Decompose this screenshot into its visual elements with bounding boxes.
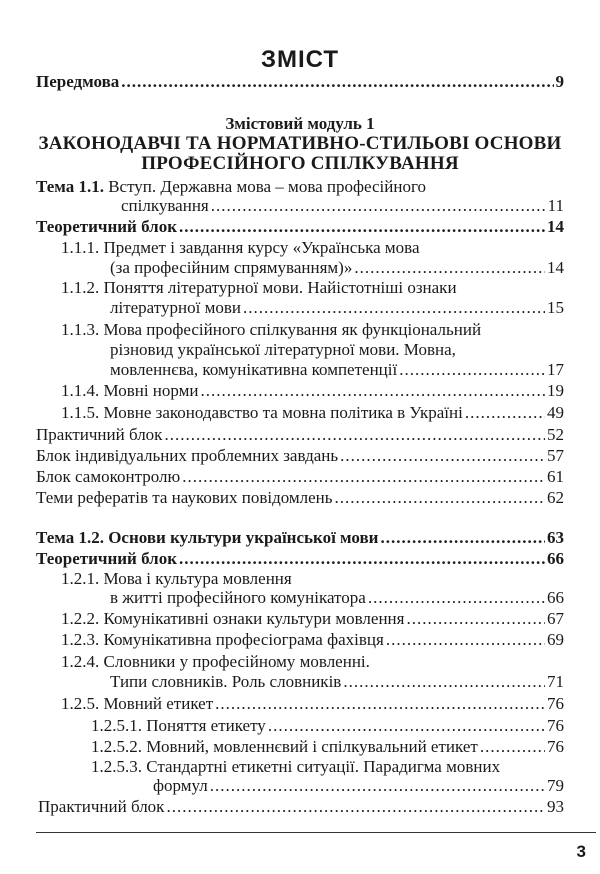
dot-leader <box>182 467 545 487</box>
toc-entry-theory-block-2[interactable] <box>36 549 564 569</box>
topic-title-line1: Вступ. Державна мова – мова професійного <box>103 177 427 196</box>
dot-leader <box>386 630 545 650</box>
footer-divider <box>36 832 596 833</box>
page-number: 3 <box>576 842 586 861</box>
dot-leader <box>406 609 545 629</box>
toc-entry-1-1-4[interactable] <box>61 381 564 401</box>
toc-entry-individual-tasks[interactable] <box>36 446 564 466</box>
toc-entry-1-2-5-3-line1: 1.2.5.3. Стандартні етикетні ситуації. Парадигма мовних <box>91 757 501 776</box>
dot-leader <box>465 403 545 423</box>
module-title-line2: ПРОФЕСІЙНОГО СПІЛКУВАННЯ <box>141 153 459 174</box>
dot-leader <box>243 298 545 318</box>
toc-page-number: 14 <box>547 258 564 277</box>
toc-entry-practice-block[interactable] <box>36 425 564 445</box>
dot-leader <box>399 360 545 380</box>
toc-page-number: 71 <box>547 672 564 691</box>
topic-title-line2: спілкування <box>121 196 209 215</box>
toc-entry-label: Блок індивідуальних проблемних завдань <box>36 446 339 465</box>
dot-leader <box>268 716 545 736</box>
toc-page-number: 93 <box>547 797 564 816</box>
dot-leader <box>480 737 545 757</box>
module-label: Змістовий модуль 1 <box>225 114 375 133</box>
toc-page-number: 19 <box>547 381 564 400</box>
toc-entry-label: (за професійним спрямуванням)» <box>110 258 353 277</box>
toc-entry-1-2-2[interactable] <box>61 609 564 629</box>
toc-entry-label: 1.2.3. Комунікативна професіограма фахівця <box>61 630 384 649</box>
toc-page-number: 52 <box>547 425 564 444</box>
dot-leader <box>121 72 553 92</box>
toc-entry-1-1-3-line2: різновид української літературної мови. Мовна, <box>110 340 456 359</box>
module-title-line1: ЗАКОНОДАВЧІ ТА НОРМАТИВНО-СТИЛЬОВІ ОСНОВИ <box>38 133 562 154</box>
toc-entry-1-2-5[interactable] <box>61 694 564 714</box>
page-title: ЗМІСТ <box>260 46 340 73</box>
toc-entry-reports[interactable] <box>36 488 564 508</box>
dot-leader <box>335 488 545 508</box>
toc-entry-label: 1.2.5.2. Мовний, мовленнєвий і спілкувальний етикет <box>91 737 478 756</box>
dot-leader <box>164 425 545 445</box>
toc-page-number: 9 <box>555 72 564 91</box>
dot-leader <box>343 672 545 692</box>
dot-leader <box>368 588 545 608</box>
toc-entry-1-1-3-line1: 1.1.3. Мова професійного спілкування як функціональний <box>61 320 482 339</box>
toc-entry-label: 1.1.5. Мовне законодавство та мовна політика в Україні <box>61 403 463 422</box>
toc-entry-label: Блок самоконтролю <box>36 467 181 486</box>
toc-entry-label: 1.2.5. Мовний етикет <box>61 694 214 713</box>
toc-entry-label: 1.1.4. Мовні норми <box>61 381 199 400</box>
dot-leader <box>166 797 545 817</box>
toc-entry-1-1-2[interactable] <box>110 298 564 318</box>
toc-entry-label: Практичний блок <box>36 425 163 444</box>
toc-page-number: 66 <box>547 588 564 607</box>
toc-entry-label: формул <box>153 776 208 795</box>
toc-entry-label: 1.2.5.1. Поняття етикету <box>91 716 266 735</box>
dot-leader <box>201 381 546 401</box>
toc-entry-1-2-5-2[interactable] <box>91 737 564 757</box>
toc-entry-1-2-4[interactable] <box>110 672 564 692</box>
toc-entry-1-1-5[interactable] <box>61 403 564 423</box>
toc-entry-1-2-4-line1: 1.2.4. Словники у професійному мовленні. <box>61 652 370 671</box>
toc-page-number: 76 <box>547 716 564 735</box>
toc-page-number: 61 <box>547 467 564 486</box>
toc-entry-1-1-3[interactable] <box>110 360 564 380</box>
toc-entry-1-2-5-3[interactable] <box>153 776 564 796</box>
dot-leader <box>210 776 545 796</box>
toc-entry-topic-1-1[interactable] <box>121 196 564 216</box>
toc-entry-self-control[interactable] <box>36 467 564 487</box>
toc-page-number: 11 <box>547 196 564 215</box>
toc-entry-label: мовленнєва, комунікативна компетенції <box>110 360 398 379</box>
toc-page-number: 17 <box>547 360 564 379</box>
toc-page-number: 67 <box>547 609 564 628</box>
toc-entry-1-1-1-line1: 1.1.1. Предмет і завдання курсу «Українська мова <box>61 238 420 257</box>
toc-entry-practice-block-2[interactable] <box>38 797 564 817</box>
toc-entry-label: в житті професійного комунікатора <box>110 588 366 607</box>
toc-entry-label: Типи словників. Роль словників <box>110 672 342 691</box>
dot-leader <box>179 549 545 569</box>
toc-entry-preface[interactable] <box>36 72 564 92</box>
dot-leader <box>211 196 546 216</box>
dot-leader <box>179 217 545 237</box>
dot-leader <box>215 694 545 714</box>
toc-page-number: 79 <box>547 776 564 795</box>
toc-entry-label: 1.2.2. Комунікативні ознаки культури мовлення <box>61 609 405 628</box>
toc-entry-1-2-1-line1: 1.2.1. Мова і культура мовлення <box>61 569 292 588</box>
toc-entry-label: Передмова <box>36 72 120 91</box>
dot-leader <box>380 528 545 548</box>
toc-entry-label: Теми рефератів та наукових повідомлень <box>36 488 333 507</box>
dot-leader <box>354 258 545 278</box>
toc-entry-1-2-1[interactable] <box>110 588 564 608</box>
toc-entry-1-2-5-1[interactable] <box>91 716 564 736</box>
topic-1-1-heading <box>36 177 426 197</box>
toc-page-number: 49 <box>547 403 564 422</box>
toc-page-number: 57 <box>547 446 564 465</box>
toc-entry-label: літературної мови <box>110 298 241 317</box>
toc-entry-1-1-1[interactable] <box>110 258 564 278</box>
toc-page-number: 62 <box>547 488 564 507</box>
toc-page-number: 63 <box>547 528 564 547</box>
toc-entry-label: Практичний блок <box>38 797 165 816</box>
toc-entry-theory-block[interactable] <box>36 217 564 237</box>
toc-page-number: 69 <box>547 630 564 649</box>
toc-entry-label: Теоретичний блок <box>36 217 178 236</box>
toc-page-number: 76 <box>547 737 564 756</box>
toc-page-number: 66 <box>547 549 564 568</box>
toc-entry-label: Тема 1.2. Основи культури української мови <box>36 528 379 547</box>
toc-page-number: 76 <box>547 694 564 713</box>
toc-entry-1-1-2-line1: 1.1.2. Поняття літературної мови. Найістотніші ознаки <box>61 278 457 297</box>
dot-leader <box>340 446 545 466</box>
toc-page-number: 14 <box>547 217 564 236</box>
toc-entry-topic-1-2[interactable] <box>36 528 564 548</box>
toc-entry-1-2-3[interactable] <box>61 630 564 650</box>
topic-prefix: Тема 1.1. <box>36 177 104 196</box>
toc-entry-label: Теоретичний блок <box>36 549 178 568</box>
toc-page-number: 15 <box>547 298 564 317</box>
